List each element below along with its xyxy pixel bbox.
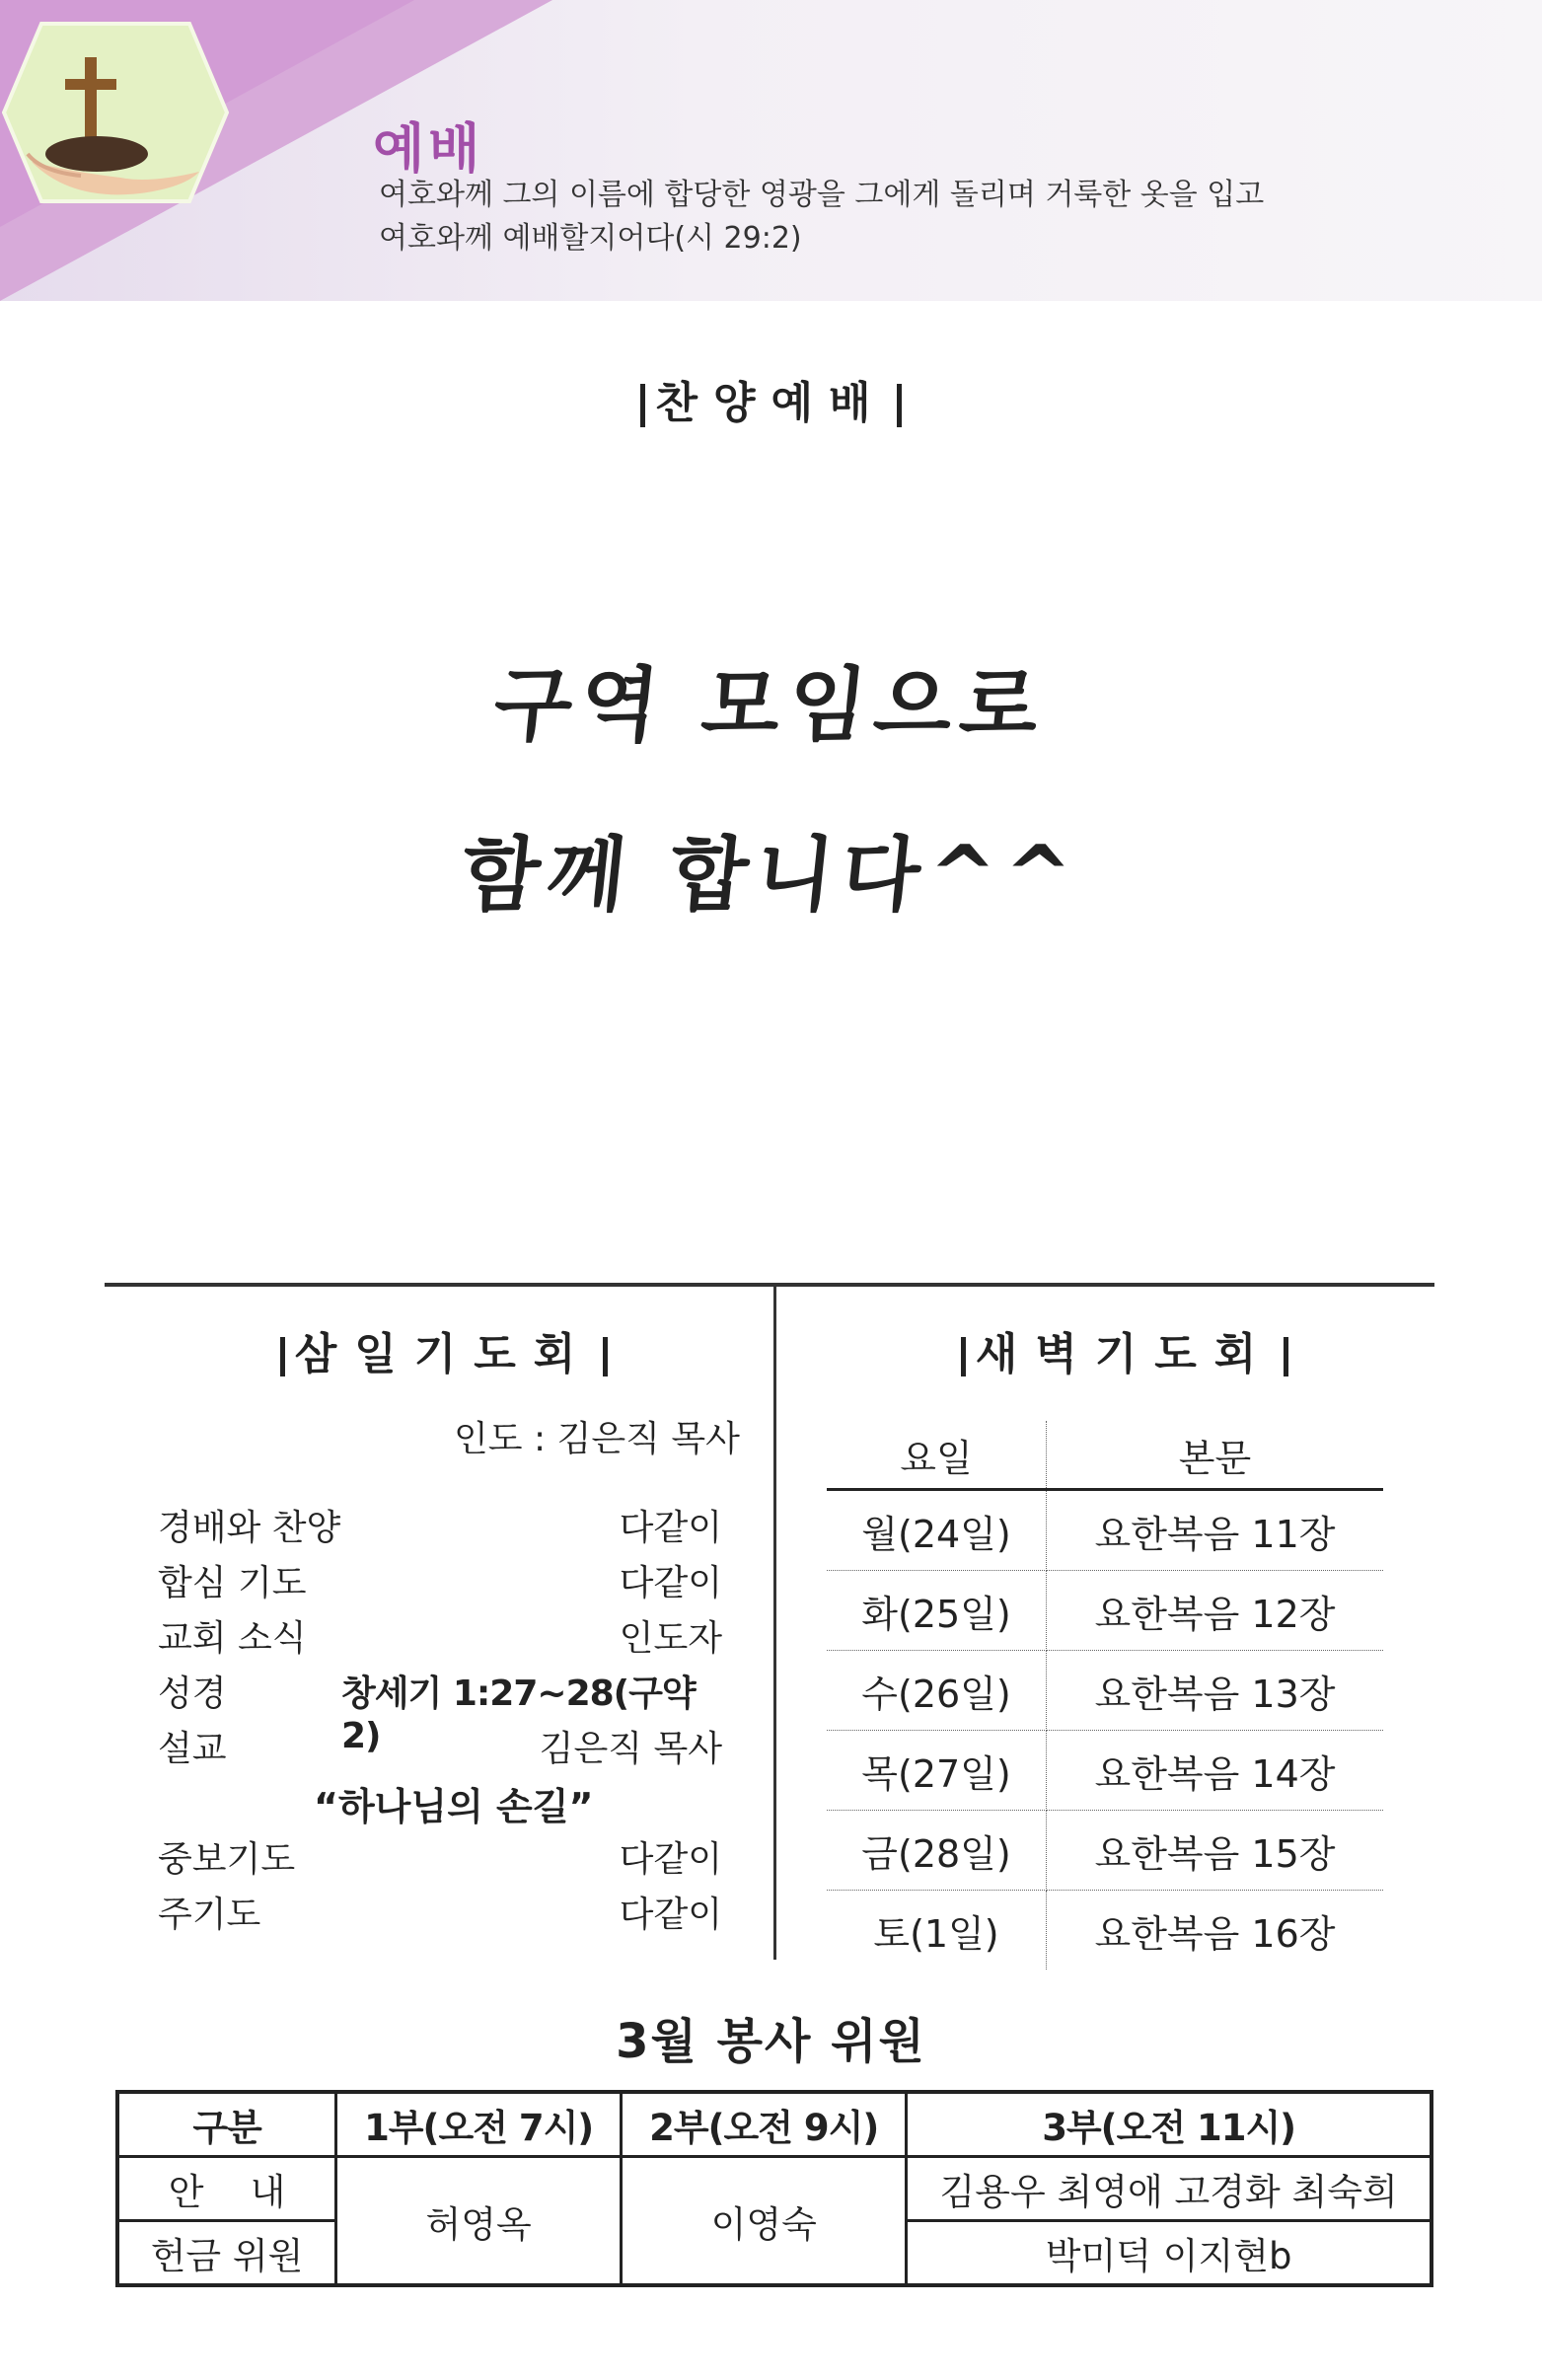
service-1-member: 허영옥	[336, 2157, 622, 2286]
day-cell: 토(1일)	[827, 1891, 1047, 1971]
column-header-passage: 본문	[1047, 1421, 1384, 1490]
day-cell: 수(26일)	[827, 1651, 1047, 1731]
passage-cell: 요한복음 11장	[1047, 1490, 1384, 1571]
order-item: 주기도	[158, 1895, 261, 1935]
section-divider-vertical	[773, 1287, 776, 1960]
order-row	[158, 1721, 722, 1776]
order-item: 교회 소식	[158, 1618, 307, 1659]
column-header-category: 구분	[117, 2092, 336, 2157]
table-header-row	[827, 1421, 1383, 1490]
passage-cell: 요한복음 13장	[1047, 1651, 1384, 1731]
wednesday-prayer-title-text: 삼일기도회	[294, 1329, 594, 1379]
committee-title: 3월 봉사 위원	[616, 2014, 926, 2069]
dawn-schedule-table	[827, 1421, 1383, 1970]
column-header-service-2: 2부(오전 9시)	[622, 2092, 907, 2157]
table-row	[827, 1891, 1383, 1971]
wednesday-prayer-title	[148, 1318, 740, 1381]
verse-line-2: 여호와께 예배할지어다(시 29:2)	[379, 221, 802, 256]
order-row	[158, 1887, 722, 1942]
order-row	[158, 1831, 722, 1887]
service-3-guide-members: 김용우 최영애 고경화 최숙희	[907, 2157, 1432, 2221]
row-label-guide: 안 내	[117, 2157, 336, 2221]
table-row	[827, 1731, 1383, 1811]
dawn-prayer-title-text: 새벽기도회	[975, 1329, 1275, 1379]
column-header-service-3: 3부(오전 11시)	[907, 2092, 1432, 2157]
passage-cell: 요한복음 16장	[1094, 1911, 1336, 1956]
row-label-offering: 헌금 위원	[117, 2221, 336, 2286]
day-cell: 화(25일)	[827, 1571, 1047, 1651]
section-divider-top	[105, 1283, 1434, 1287]
verse-line-1: 여호와께 그의 이름에 합당한 영광을 그에게 돌리며 거룩한 옷을 입고	[379, 178, 1265, 212]
service-2-member: 이영숙	[622, 2157, 907, 2286]
service-3-offering-members: 박미덕 이지현b	[907, 2221, 1432, 2286]
column-header-service-1: 1부(오전 7시)	[336, 2092, 622, 2157]
table-row	[827, 1811, 1383, 1891]
order-who: 다같이	[619, 1508, 722, 1548]
column-header-day: 요일	[827, 1421, 1047, 1490]
order-item: 중보기도	[158, 1839, 296, 1880]
table-row	[117, 2157, 1432, 2221]
order-who: 인도자	[619, 1618, 722, 1659]
order-who: 다같이	[619, 1839, 722, 1880]
passage-cell: 요한복음 12장	[1047, 1571, 1384, 1651]
sermon-title: “하나님의 손길”	[314, 1785, 594, 1828]
day-cell: 금(28일)	[827, 1811, 1047, 1891]
order-who: 김은직 목사	[539, 1729, 722, 1769]
wednesday-leader: 인도 : 김은직 목사	[454, 1419, 740, 1459]
order-row	[158, 1555, 722, 1610]
cross-in-hands-icon	[2, 14, 229, 211]
table-header-row	[117, 2092, 1432, 2157]
day-cell: 목(27일)	[827, 1731, 1047, 1811]
order-item: 합심 기도	[158, 1563, 307, 1603]
table-row	[827, 1490, 1383, 1571]
order-item: 설교	[158, 1729, 227, 1769]
order-who: 다같이	[619, 1563, 722, 1603]
scripture-verse	[379, 174, 1365, 260]
section-title: 예배	[373, 117, 484, 180]
order-who: 다같이	[619, 1895, 722, 1935]
order-item: 성경	[158, 1673, 227, 1714]
passage-cell: 요한복음 14장	[1047, 1731, 1384, 1811]
order-item: 경배와 찬양	[158, 1508, 341, 1548]
committee-table	[115, 2090, 1433, 2287]
day-cell: 월(24일)	[827, 1490, 1047, 1571]
dawn-prayer-title	[829, 1318, 1421, 1381]
passage-cell: 요한복음 15장	[1047, 1811, 1384, 1891]
handwritten-message-line-2: 함께 합니다^^	[456, 829, 1084, 923]
service-title	[0, 367, 1542, 430]
handwritten-message-line-1: 구역 모임으로	[488, 659, 1052, 753]
table-row	[827, 1571, 1383, 1651]
service-title-text: 찬양예배	[655, 378, 887, 428]
scripture-reference: 창세기 1:27~28(구약 2)	[341, 1673, 696, 1756]
order-row	[158, 1500, 722, 1555]
order-row	[158, 1610, 722, 1666]
table-row	[827, 1651, 1383, 1731]
